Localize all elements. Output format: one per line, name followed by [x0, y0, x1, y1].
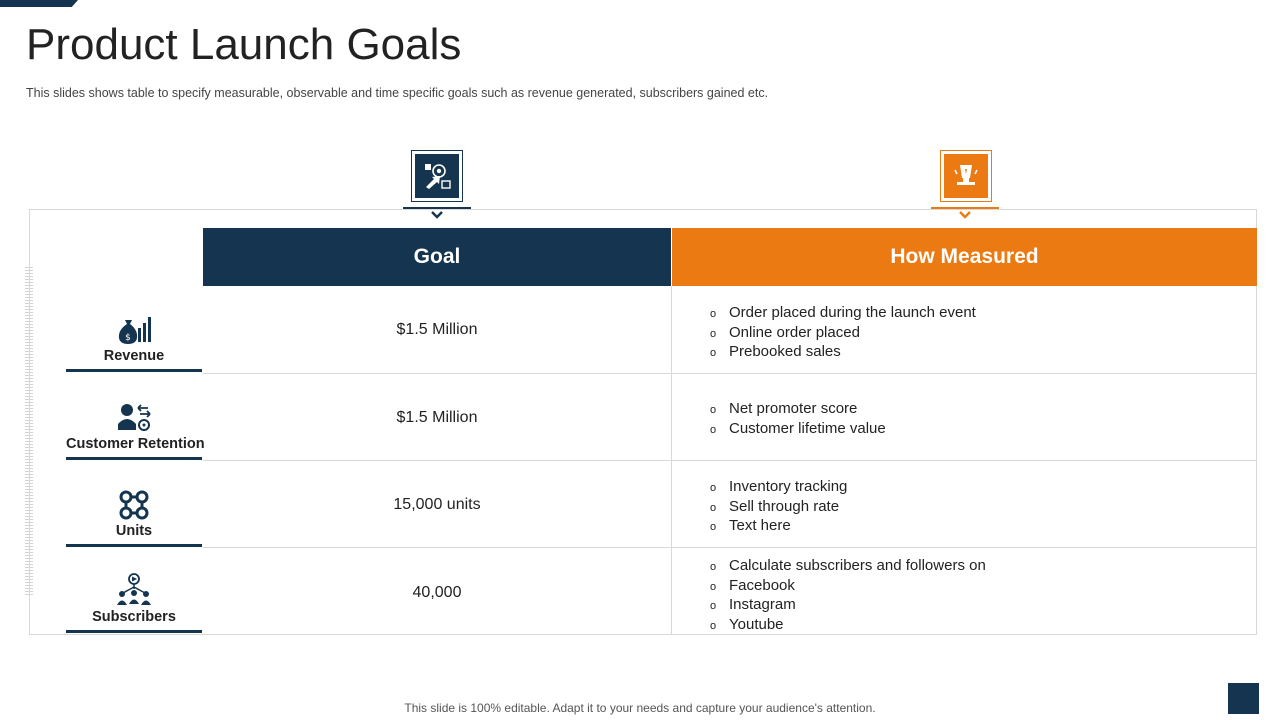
row-label-underline [66, 457, 202, 460]
row-label-underline [66, 544, 202, 547]
measures-list-customer-retention [710, 400, 886, 439]
measures-list-subscribers [710, 557, 986, 635]
svg-text:$: $ [125, 333, 131, 343]
row-label-text: Subscribers [92, 609, 176, 625]
list-item: o Customer lifetime value [710, 419, 886, 437]
row-divider [203, 547, 1257, 548]
goal-value-units: 15,000 units [393, 496, 481, 513]
row-label-subscribers [66, 573, 202, 633]
measure-text: Inventory tracking [729, 478, 848, 495]
list-item: o Sell through rate [710, 497, 840, 515]
goal-value-subscribers: 40,000 [412, 584, 462, 601]
page-subtitle: This slides shows table to specify measurable, observable and time specific goals such as revenue generated, subscribers gained etc. [26, 86, 769, 100]
measured-column-icon-box [940, 150, 992, 202]
row-label-text: Units [115, 523, 153, 539]
measure-text: Customer lifetime value [729, 419, 886, 437]
row-label-units [66, 487, 202, 547]
measured-column-underline [931, 207, 999, 209]
list-item: o Order placed during the launch event [710, 304, 976, 321]
measures-list-revenue [710, 304, 976, 363]
goal-value-revenue: $1.5 Million [396, 321, 478, 338]
measures-list-units [710, 478, 847, 537]
row-divider [203, 373, 1257, 374]
row-label-customer-retention [66, 400, 205, 460]
row-label-text: Revenue [103, 348, 165, 364]
corner-square-decoration [1228, 683, 1259, 714]
top-accent-bar [0, 0, 78, 7]
list-item: o Inventory tracking [710, 478, 848, 495]
customer-retention-icon [116, 400, 152, 434]
list-item: o Instagram [710, 596, 796, 614]
target-strategy-icon [422, 161, 452, 191]
goal-column-underline [403, 207, 471, 209]
list-item: o Net promoter score [710, 400, 858, 417]
list-item: o Facebook [710, 576, 795, 594]
row-divider [203, 460, 1257, 461]
list-item: o Youtube [710, 615, 784, 633]
row-label-underline [66, 369, 202, 372]
page-title: Product Launch Goals [26, 20, 462, 69]
list-item: o Calculate subscribers and followers on [710, 557, 986, 574]
subscribers-network-icon [116, 573, 152, 607]
measure-text: Calculate subscribers and followers on [729, 557, 986, 574]
chevron-down-icon [959, 210, 971, 220]
row-label-text: Customer Retention [66, 436, 205, 452]
measure-text: Net promoter score [729, 400, 858, 417]
measure-text: Sell through rate [729, 497, 840, 515]
trophy-award-icon [951, 161, 981, 191]
how-measured-column-header: How Measured [672, 228, 1257, 286]
list-item: o Prebooked sales [710, 343, 841, 361]
row-label-revenue [66, 312, 202, 372]
connected-nodes-icon [117, 489, 151, 521]
footer-note: This slide is 100% editable. Adapt it to your needs and capture your audience's attention. [404, 701, 876, 715]
measure-text: Online order placed [729, 323, 860, 341]
goal-column-header: Goal [203, 228, 671, 286]
goal-value-customer-retention: $1.5 Million [396, 409, 478, 426]
goal-column-icon-box [411, 150, 463, 202]
measure-text: Youtube [729, 615, 784, 633]
list-item: o Online order placed [710, 323, 860, 341]
measure-text: Facebook [729, 576, 795, 594]
measure-text: Order placed during the launch event [729, 304, 976, 321]
money-bag-bar-chart-icon [116, 314, 152, 346]
measure-text: Prebooked sales [729, 343, 841, 361]
list-item: o Text here [710, 517, 791, 535]
measure-text: Instagram [729, 596, 796, 614]
row-label-underline [66, 630, 202, 633]
measure-text: Text here [729, 517, 791, 535]
chevron-down-icon [431, 210, 443, 220]
